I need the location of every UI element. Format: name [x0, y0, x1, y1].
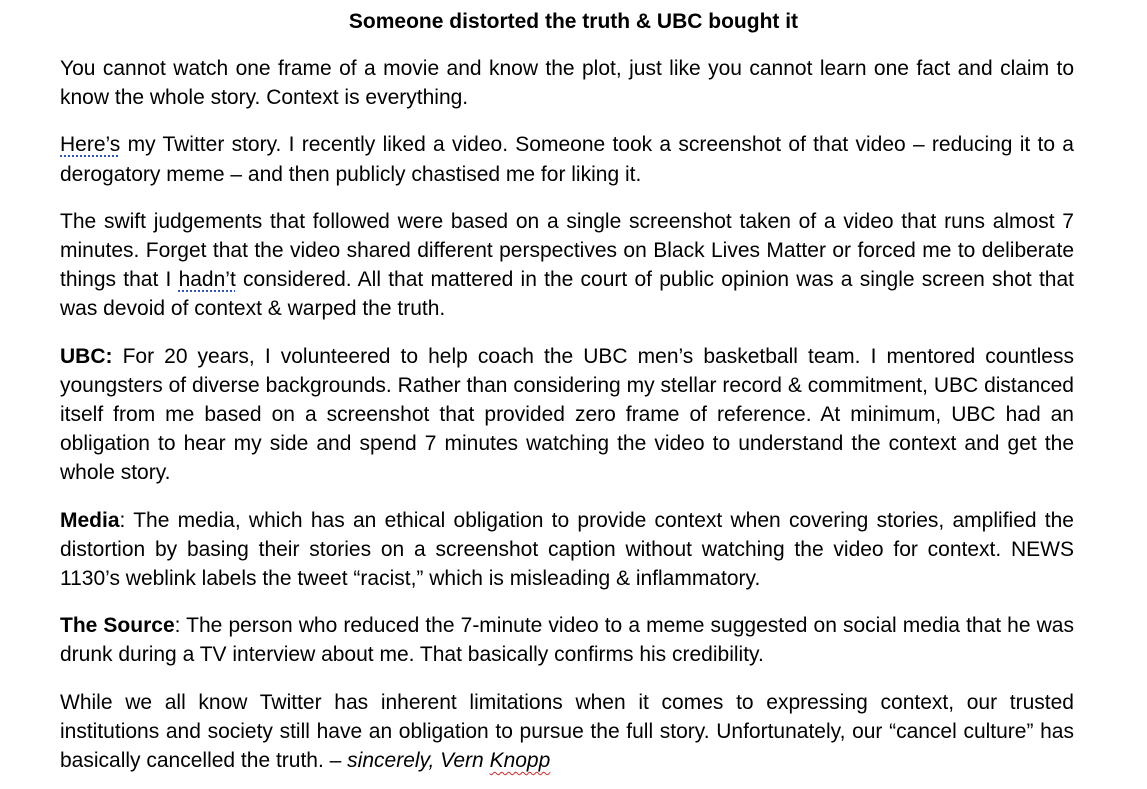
paragraph-intro: [60, 54, 1074, 112]
paragraph-source-label: The Source: [60, 614, 175, 638]
paragraph-ubc-text: For 20 years, I volunteered to help coach the UBC men’s basketball team. I mentored countless youngsters of diverse backgrounds. Rather than considering my stellar record & commitment, UBC distanced itself from me based on a screenshot that provided zero frame of reference. At minimum, UBC had an obligation to hear my side and spend 7 minutes watching the video to understand the context and get the whole story.: [60, 344, 1074, 485]
document-title: Someone distorted the truth & UBC bought it: [348, 10, 799, 33]
paragraph-judgements-text-before: The swift judgements that followed were based on a single screenshot taken of a video that runs almost 7 minutes. Forget that the video shared different perspectives on Black Lives Matter or forced me to deliberate things that I: [60, 209, 1074, 292]
paragraph-ubc: [60, 342, 1074, 488]
paragraph-media-text: : The media, which has an ethical obligation to provide context when covering stories, amplified the distortion by basing their stories on a screenshot caption without watching the video for context. NEWS 1130’s weblink labels the tweet “racist,” which is misleading & inflammatory.: [60, 508, 1074, 591]
paragraph-ubc-label: UBC:: [60, 344, 113, 368]
paragraph-judgements-text-after: considered. All that mattered in the court of public opinion was a single screen shot that was devoid of context & warped the truth.: [60, 268, 1074, 321]
paragraph-twitter-story: [60, 130, 1074, 188]
paragraph-source-text: : The person who reduced the 7-minute video to a meme suggested on social media that he was drunk during a TV interview about me. That basically confirms his credibility.: [60, 614, 1074, 667]
paragraph-intro-text: You cannot watch one frame of a movie and know the plot, just like you cannot learn one fact and claim to know the whole story. Context is everything.: [60, 57, 1074, 110]
paragraph-judgements: [60, 207, 1074, 324]
paragraph-twitter-story-text: my Twitter story. I recently liked a video. Someone took a screenshot of that video – reducing it to a derogatory meme – and then publicly chastised me for liking it.: [60, 133, 1074, 186]
spelling-flagged-word[interactable]: Knopp: [489, 749, 551, 773]
paragraph-source: [60, 611, 1074, 669]
paragraph-closing-text: While we all know Twitter has inherent limitations when it comes to expressing context, our trusted institutions and society still have an obligation to pursue the full story. Unfortunately, our “cancel culture” has basically cancelled the truth. –: [60, 690, 1074, 773]
grammar-flagged-word[interactable]: hadn’t: [178, 268, 236, 292]
paragraph-media-label: Media: [60, 508, 120, 532]
paragraph-closing: [60, 688, 1074, 776]
paragraph-media: [60, 506, 1074, 594]
grammar-flagged-word[interactable]: Here’s: [60, 133, 121, 157]
signoff: sincerely, Vern: [347, 749, 490, 773]
